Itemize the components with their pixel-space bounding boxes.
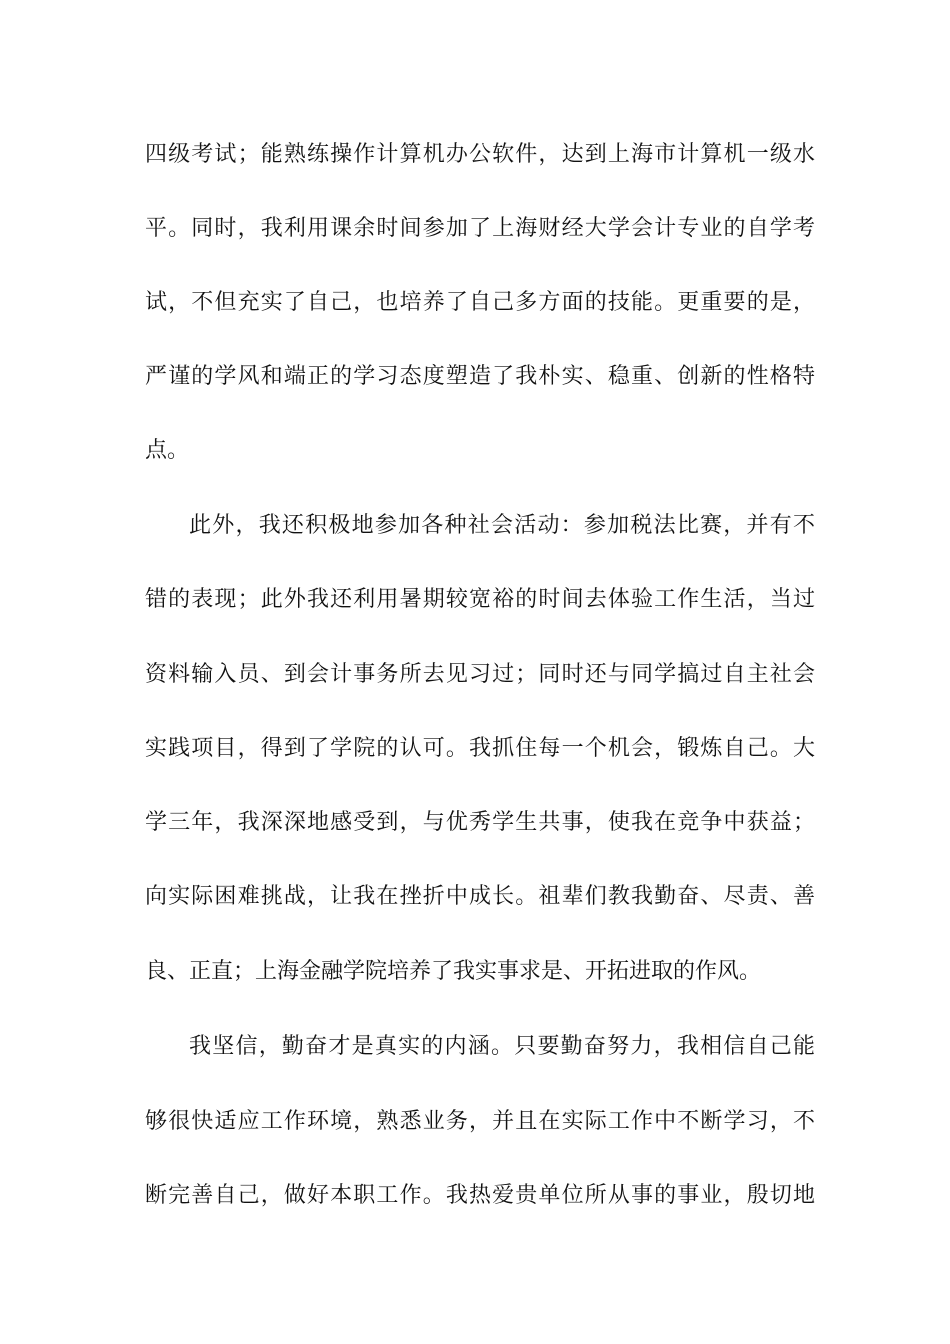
- text-line-13: 我坚信，勤奋才是真实的内涵。只要勤奋努力，我相信自己能: [189, 1034, 815, 1059]
- text-line-10: 学三年，我深深地感受到，与优秀学生共事，使我在竞争中获益；: [145, 810, 815, 835]
- text-line-7: 错的表现；此外我还利用暑期较宽裕的时间去体验工作生活，当过: [145, 587, 815, 612]
- text-line-5: 点。: [145, 438, 190, 463]
- text-line-14: 够很快适应工作环境，熟悉业务，并且在实际工作中不断学习，不: [145, 1109, 815, 1134]
- text-line-15: 断完善自己，做好本职工作。我热爱贵单位所从事的事业，殷切地: [145, 1183, 815, 1208]
- text-line-8: 资料输入员、到会计事务所去见习过；同时还与同学搞过自主社会: [145, 662, 815, 687]
- text-line-4: 严谨的学风和端正的学习态度塑造了我朴实、稳重、创新的性格特: [145, 364, 815, 389]
- text-line-6: 此外，我还积极地参加各种社会活动：参加税法比赛，并有不: [189, 513, 815, 538]
- text-line-11: 向实际困难挑战，让我在挫折中成长。祖辈们教我勤奋、尽责、善: [145, 884, 815, 909]
- text-line-9: 实践项目，得到了学院的认可。我抓住每一个机会，锻炼自己。大: [145, 736, 815, 761]
- text-line-3: 试，不但充实了自己，也培养了自己多方面的技能。更重要的是，: [145, 290, 815, 315]
- text-line-2: 平。同时，我利用课余时间参加了上海财经大学会计专业的自学考: [145, 216, 815, 241]
- text-line-1: 四级考试；能熟练操作计算机办公软件，达到上海市计算机一级水: [145, 142, 815, 167]
- text-line-12: 良、正直；上海金融学院培养了我实事求是、开拓进取的作风。: [145, 959, 762, 984]
